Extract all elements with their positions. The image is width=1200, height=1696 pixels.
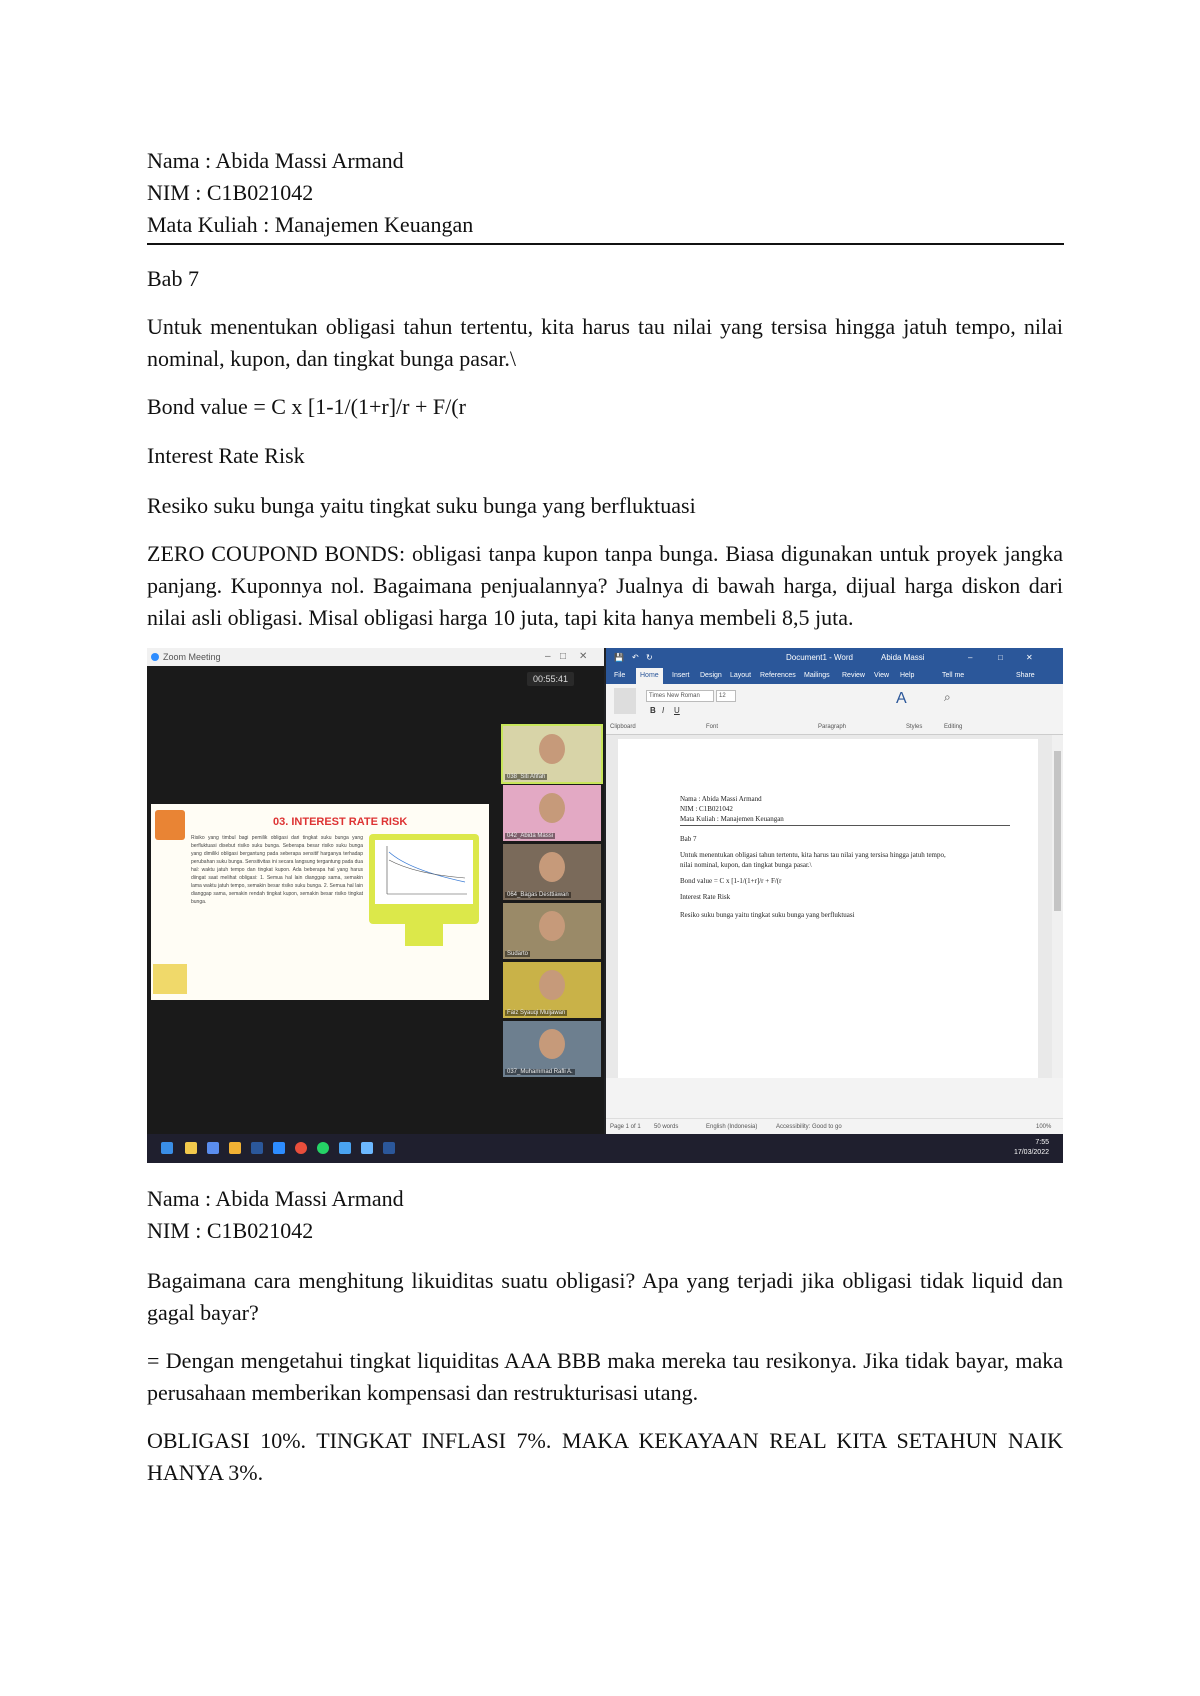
doc-line: Untuk menentukan obligasi tahun tertentu, kita harus tau nilai yang tersisa hingga jatuh tempo,: [680, 851, 946, 859]
ribbon-group-paragraph: Paragraph: [818, 724, 847, 730]
participant-panel: [503, 726, 601, 1080]
tab-design[interactable]: Design: [700, 672, 722, 679]
minimize-icon[interactable]: –: [545, 651, 551, 662]
interest-rate-risk-desc: Resiko suku bunga yaitu tingkat suku bunga yang berfluktuasi: [147, 493, 696, 518]
chrome-icon[interactable]: [295, 1142, 307, 1154]
tab-help[interactable]: Help: [900, 672, 915, 679]
ribbon-group-editing: Editing: [944, 724, 963, 730]
document-canvas: [606, 735, 1052, 1078]
system-clock[interactable]: [1014, 1138, 1049, 1158]
tab-home[interactable]: Home: [636, 668, 663, 684]
check-icon[interactable]: [339, 1142, 351, 1154]
student-nim: NIM : C1B021042: [147, 180, 314, 205]
doc-line: Mata Kuliah : Manajemen Keuangan: [680, 815, 784, 823]
paste-icon[interactable]: [614, 688, 636, 714]
word-title-text: Document1 - Word: [786, 653, 853, 662]
status-words[interactable]: 50 words: [654, 1124, 679, 1130]
participant-tile[interactable]: [503, 726, 601, 782]
ribbon: [606, 684, 1063, 735]
participant-name: Sudarto: [507, 951, 529, 957]
chat-icon[interactable]: [207, 1142, 219, 1154]
participant-name: 064_Bagas Desttiawan: [507, 892, 569, 898]
tab-view[interactable]: View: [874, 672, 890, 679]
bond-formula: Bond value = C x [1-1/(1+r]/r + F/(r: [147, 394, 466, 419]
zoom-titlebar: [147, 648, 604, 666]
meeting-timer: 00:55:41: [527, 672, 574, 686]
status-accessibility[interactable]: Accessibility: Good to go: [776, 1124, 842, 1130]
tab-insert[interactable]: Insert: [672, 672, 690, 679]
taskbar: [147, 1134, 1063, 1163]
doc-line: nilai nominal, kupon, dan tingkat bunga pasar.\: [680, 861, 812, 869]
liquidity-question: Bagaimana cara menghitung likuiditas suatu obligasi? Apa yang terjadi jika obligasi tidak liquid dan gagal bayar?: [147, 1268, 1063, 1325]
clock-time: 7:55: [1035, 1139, 1049, 1146]
word-titlebar: [606, 648, 1063, 668]
header-rule: [147, 243, 1064, 245]
participant-name: 037_Muhammad Rafli A.: [507, 1069, 573, 1075]
status-zoom[interactable]: 100%: [1036, 1124, 1052, 1130]
interest-rate-risk-title: Interest Rate Risk: [147, 443, 305, 468]
participant-tile[interactable]: [503, 1021, 601, 1077]
zoom-window: [147, 648, 604, 1134]
explorer-icon[interactable]: [229, 1142, 241, 1154]
redo-icon[interactable]: ↻: [646, 653, 653, 662]
tab-mailings[interactable]: Mailings: [804, 672, 830, 679]
doc-line: Resiko suku bunga yaitu tingkat suku bunga yang berfluktuasi: [680, 911, 855, 919]
participant-tile[interactable]: [503, 962, 601, 1018]
participant-avatar: [539, 1029, 565, 1059]
widgets-icon[interactable]: [185, 1142, 197, 1154]
vertical-scrollbar[interactable]: [1052, 735, 1063, 1078]
font-name-select[interactable]: Times New Roman: [646, 690, 714, 702]
word-app-icon[interactable]: [251, 1142, 263, 1154]
tell-me[interactable]: Tell me: [942, 672, 965, 679]
underline-icon[interactable]: U: [674, 706, 680, 715]
embedded-screenshot: [147, 648, 1063, 1163]
whatsapp-icon[interactable]: [317, 1142, 329, 1154]
doc-line: Interest Rate Risk: [680, 893, 731, 901]
doc-line: NIM : C1B021042: [680, 805, 733, 813]
graph-image: [375, 840, 473, 904]
bold-icon[interactable]: B: [650, 706, 656, 715]
paragraph-bond-value: Untuk menentukan obligasi tahun tertentu, kita harus tau nilai yang tersisa hingga jatuh tempo, nilai nominal, kupon, dan tingkat bunga pasar.\: [147, 314, 1063, 371]
tab-layout[interactable]: Layout: [730, 672, 752, 679]
save-icon[interactable]: 💾: [614, 653, 624, 662]
undo-icon[interactable]: ↶: [632, 653, 639, 662]
tab-review[interactable]: Review: [842, 672, 865, 679]
ribbon-group-styles: Styles: [906, 724, 923, 730]
gift-icon: [155, 810, 185, 840]
participant-avatar: [539, 793, 565, 823]
italic-icon[interactable]: I: [662, 706, 665, 715]
word-running-icon[interactable]: [383, 1142, 395, 1154]
zero-coupon-paragraph: ZERO COUPOND BONDS: obligasi tanpa kupon tanpa bunga. Biasa digunakan untuk proyek jangka panjang. Kuponnya nol. Bagaimana penjualannya? Jualnya di bawah harga, dijual harga diskon dari nilai asli obligasi. Misal obligasi harga 10 juta, tapi kita hanya membeli 8,5 juta.: [147, 541, 1063, 630]
clock-date: 17/03/2022: [1013, 1149, 1049, 1156]
tab-references[interactable]: References: [760, 672, 796, 679]
styles-icon[interactable]: A: [896, 690, 907, 707]
student-name: Nama : Abida Massi Armand: [147, 148, 404, 173]
doc-line: Bond value = C x [1-1/(1+r]/r + F/(r: [680, 877, 782, 885]
participant-tile[interactable]: [503, 785, 601, 841]
ribbon-tabs: [606, 668, 1063, 684]
course-name: Mata Kuliah : Manajemen Keuangan: [147, 212, 474, 237]
start-icon[interactable]: [161, 1142, 173, 1154]
scrollbar-thumb[interactable]: [1054, 751, 1061, 911]
word-statusbar: [606, 1118, 1063, 1135]
maximize-icon[interactable]: □: [560, 651, 567, 662]
shared-slide: [151, 804, 489, 1000]
participant-name: 042_Abida Massi: [507, 833, 554, 839]
word-window: [606, 648, 1063, 1134]
participant-name: Faiz Syauqi Muljawan: [507, 1010, 566, 1016]
share-button[interactable]: Share: [1016, 672, 1035, 679]
close-icon[interactable]: ✕: [579, 651, 588, 662]
participant-avatar: [539, 852, 565, 882]
ribbon-group-clipboard: Clipboard: [610, 724, 636, 730]
slide-text: Risiko yang timbul bagi pemilik obligasi dari tingkat suku bunga yang berfluktuasi disebut risiko suku bunga. Seberapa besar risiko suku bunga yang dimiliki obligasi bergantung pada seberapa sensitif harganya terhadap perubahan suku bunga. Sensitivitas ini secara langsung tergantung pada dua hal: waktu jatuh tempo dan tingkat kupon. Ada beberapa hal yang harus diingat saat melihat obligasi: 1. Semua hal lain dianggap sama, semakin lama waktu jatuh tempo, semakin besar risiko suku bunga. 2. Semua hal lain dianggap sama, semakin rendah tingkat kupon, semakin besar risiko tingkat bunga.: [191, 835, 363, 905]
liquidity-answer: = Dengan mengetahui tingkat liquiditas AAA BBB maka mereka tau resikonya. Jika tidak bayar, maka perusahaan memberikan kompensasi dan restrukturisasi utang.: [147, 1348, 1063, 1405]
maximize-icon[interactable]: □: [998, 653, 1003, 662]
tab-file[interactable]: File: [614, 672, 626, 679]
doc-rule: [680, 825, 1010, 826]
shop-icon: [153, 964, 187, 994]
font-size-select[interactable]: 12: [716, 690, 736, 702]
chapter-heading: Bab 7: [147, 266, 199, 291]
word-user-name: Abida Massi: [881, 653, 925, 662]
slide-title: 03. INTEREST RATE RISK: [273, 816, 408, 828]
search-icon[interactable]: ⌕: [944, 690, 951, 704]
app-icon[interactable]: [361, 1142, 373, 1154]
ribbon-group-font: Font: [706, 724, 719, 730]
footer-student-nim: NIM : C1B021042: [147, 1218, 314, 1243]
status-language[interactable]: English (Indonesia): [706, 1124, 758, 1130]
yield-curve-icon: [375, 840, 473, 904]
participant-avatar: [539, 734, 565, 764]
status-page[interactable]: Page 1 of 1: [610, 1124, 641, 1130]
close-icon[interactable]: ✕: [1026, 653, 1033, 662]
participant-name: 038_Siti Afifah: [507, 774, 546, 780]
participant-avatar: [539, 970, 565, 1000]
zoom-logo-icon: [151, 653, 159, 661]
document-sheet[interactable]: [618, 739, 1038, 1078]
monitor-stand: [405, 924, 443, 946]
monitor-graphic: [369, 834, 479, 924]
zoom-app-icon[interactable]: [273, 1142, 285, 1154]
participant-tile[interactable]: [503, 844, 601, 900]
doc-line: Nama : Abida Massi Armand: [680, 795, 762, 803]
minimize-icon[interactable]: –: [968, 653, 973, 662]
doc-line: Bab 7: [680, 835, 697, 843]
participant-tile[interactable]: [503, 903, 601, 959]
participant-avatar: [539, 911, 565, 941]
zoom-title-text: Zoom Meeting: [163, 652, 221, 662]
footer-student-name: Nama : Abida Massi Armand: [147, 1186, 404, 1211]
inflation-note: OBLIGASI 10%. TINGKAT INFLASI 7%. MAKA KEKAYAAN REAL KITA SETAHUN NAIK HANYA 3%.: [147, 1428, 1063, 1485]
